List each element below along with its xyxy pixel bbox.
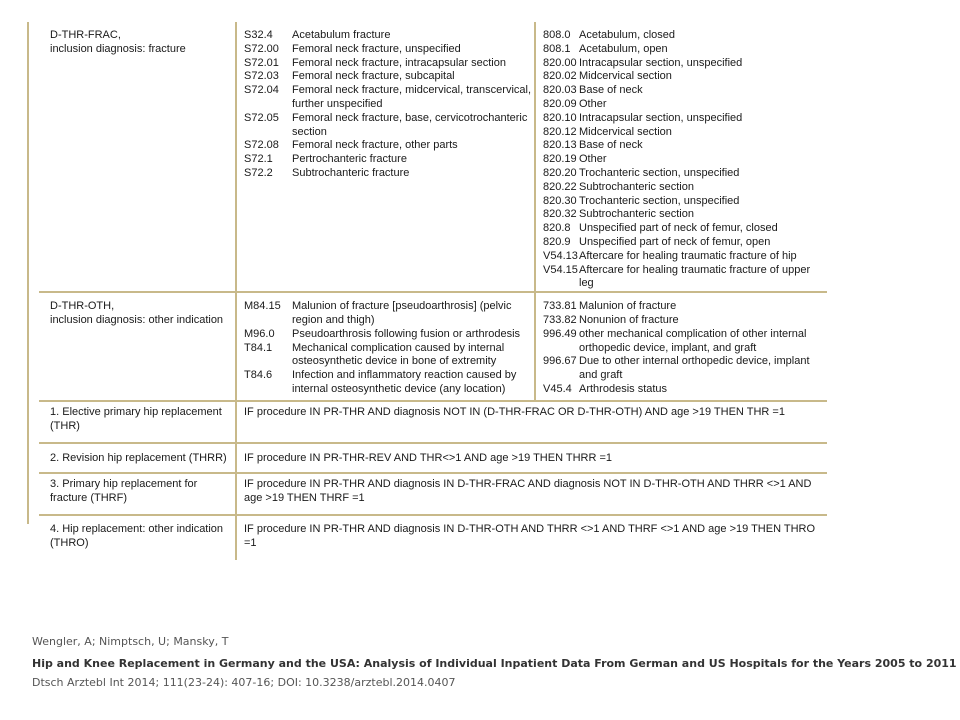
code-value: S72.00 xyxy=(244,42,279,55)
code-description: other mechanical complication of other internal orthopedic device, implant, and graft xyxy=(579,327,807,354)
code-value: 820.32 xyxy=(543,208,577,221)
code-description: Midcervical section xyxy=(579,125,672,138)
code-description: Subtrochanteric section xyxy=(579,180,694,193)
code-description: Intracapsular section, unspecified xyxy=(579,111,743,124)
code-value: 996.49 xyxy=(543,327,577,340)
code-description: Acetabulum, open xyxy=(579,42,668,55)
code-entry xyxy=(543,236,825,250)
code-entry xyxy=(244,43,532,57)
code-entry xyxy=(244,369,532,397)
code-table-panel xyxy=(27,22,830,549)
code-value: V54.15 xyxy=(543,263,578,276)
table-row-d-thr-frac xyxy=(39,22,827,292)
code-entry xyxy=(543,70,825,84)
code-description: Mechanical complication caused by internal osteosynthetic device in bone of extremity xyxy=(292,341,505,368)
code-value: 820.8 xyxy=(543,222,571,235)
rule-text: IF procedure IN PR-THR-REV AND THR<>1 AND age >19 THEN THRR =1 xyxy=(236,443,827,473)
code-entry xyxy=(244,57,532,71)
code-description: Malunion of fracture [pseudoarthrosis] (pelvic region and thigh) xyxy=(292,300,512,326)
code-description: Acetabulum, closed xyxy=(579,29,675,41)
code-value: 820.02 xyxy=(543,70,577,83)
code-entry xyxy=(244,300,532,328)
code-value: 820.19 xyxy=(543,153,577,166)
code-description: Nonunion of fracture xyxy=(579,313,679,326)
code-entry xyxy=(543,29,825,43)
code-value: 808.0 xyxy=(543,29,571,41)
code-value: 820.09 xyxy=(543,97,577,110)
code-entry xyxy=(244,84,532,112)
code-entry xyxy=(244,112,532,140)
code-value: 820.20 xyxy=(543,166,577,179)
code-entry xyxy=(543,181,825,195)
icd10-codes-cell xyxy=(236,22,535,292)
code-entry xyxy=(244,328,532,342)
icd10-codes-cell xyxy=(236,292,535,401)
citation-authors: Wengler, A; Nimptsch, U; Mansky, T xyxy=(32,635,229,648)
code-entry xyxy=(543,264,825,292)
table-row-rule-thrr xyxy=(39,443,827,473)
code-value: 808.1 xyxy=(543,42,571,55)
code-entry xyxy=(543,208,825,222)
code-entry xyxy=(543,139,825,153)
code-value: M96.0 xyxy=(244,327,275,340)
code-value: S72.08 xyxy=(244,139,279,152)
code-value: 996.67 xyxy=(543,355,577,368)
code-description: Unspecified part of neck of femur, closed xyxy=(579,222,778,235)
code-value: S72.05 xyxy=(244,111,279,124)
code-entry xyxy=(543,383,825,397)
code-entry xyxy=(543,328,825,356)
code-description: Pertrochanteric fracture xyxy=(292,153,407,166)
code-entry xyxy=(543,112,825,126)
code-value: 820.9 xyxy=(543,235,571,248)
code-value: T84.1 xyxy=(244,341,273,354)
code-value: 820.13 xyxy=(543,139,577,152)
code-description: Femoral neck fracture, subcapital xyxy=(292,70,455,83)
code-entry xyxy=(543,222,825,236)
code-description: Malunion of fracture xyxy=(579,300,677,313)
icd9-codes-cell xyxy=(535,292,827,401)
code-description: Base of neck xyxy=(579,139,643,152)
code-description: Acetabulum fracture xyxy=(292,29,391,41)
table-row-d-thr-oth xyxy=(39,292,827,401)
row-label-line: D-THR-OTH, xyxy=(50,300,115,313)
code-description: Trochanteric section, unspecified xyxy=(579,194,740,207)
code-entry xyxy=(543,153,825,167)
code-description: Infection and inflammatory reaction caused by internal osteosynthetic device (any location) xyxy=(292,369,517,395)
row-label-cell xyxy=(39,22,236,292)
code-description: Due to other internal orthopedic device, implant and graft xyxy=(579,355,810,382)
code-value: T84.6 xyxy=(244,369,273,382)
code-entry xyxy=(244,167,532,181)
code-value: V54.13 xyxy=(543,249,578,262)
code-value: V45.4 xyxy=(543,382,572,395)
row-label-cell xyxy=(39,292,236,401)
code-description: Subtrochanteric section xyxy=(579,208,694,221)
row-label-line: D-THR-FRAC, xyxy=(50,29,121,41)
table-row-rule-thro xyxy=(39,515,827,560)
rule-text: IF procedure IN PR-THR AND diagnosis IN D-THR-FRAC AND diagnosis NOT IN D-THR-OTH AND THRR <>1 AND age >19 THEN THRF =1 xyxy=(236,473,827,515)
code-value: S72.03 xyxy=(244,70,279,83)
code-entry xyxy=(543,126,825,140)
code-description: Femoral neck fracture, other parts xyxy=(292,139,458,152)
code-value: 820.00 xyxy=(543,56,577,69)
code-description: Pseudoarthrosis following fusion or arthrodesis xyxy=(292,327,521,340)
code-value: 820.22 xyxy=(543,180,577,193)
code-entry xyxy=(244,29,532,43)
code-description: Subtrochanteric fracture xyxy=(292,166,410,179)
rule-label: 1. Elective primary hip replacement (THR) xyxy=(39,401,236,443)
code-entry xyxy=(543,250,825,264)
code-description: Unspecified part of neck of femur, open xyxy=(579,235,771,248)
rule-text: IF procedure IN PR-THR AND diagnosis IN D-THR-OTH AND THRR <>1 AND THRF <>1 AND age >19 THEN THRO =1 xyxy=(236,515,827,560)
code-entry xyxy=(543,43,825,57)
citation-source: Dtsch Arztebl Int 2014; 111(23-24): 407-16; DOI: 10.3238/arztebl.2014.0407 xyxy=(32,676,456,689)
rule-label: 2. Revision hip replacement (THRR) xyxy=(39,443,236,473)
code-description: Trochanteric section, unspecified xyxy=(579,166,740,179)
code-description: Other xyxy=(579,153,607,166)
code-description: Femoral neck fracture, unspecified xyxy=(292,42,461,55)
code-value: S32.4 xyxy=(244,29,273,41)
code-value: S72.04 xyxy=(244,84,279,97)
icd9-codes-cell xyxy=(535,22,827,292)
code-entry xyxy=(543,314,825,328)
code-entry xyxy=(543,195,825,209)
code-entry xyxy=(244,139,532,153)
code-description: Arthrodesis status xyxy=(579,382,668,395)
code-description: Midcervical section xyxy=(579,70,672,83)
code-description: Base of neck xyxy=(579,84,643,97)
code-description: Aftercare for healing traumatic fracture of upper leg xyxy=(579,263,811,290)
rule-text: IF procedure IN PR-THR AND diagnosis NOT IN (D-THR-FRAC OR D-THR-OTH) AND age >19 THEN THR =1 xyxy=(236,401,827,443)
code-entry xyxy=(543,57,825,71)
code-value: 820.03 xyxy=(543,84,577,97)
code-description: Femoral neck fracture, base, cervicotrochanteric section xyxy=(292,111,528,138)
code-description: Femoral neck fracture, intracapsular section xyxy=(292,56,506,69)
hip-replacement-code-table xyxy=(39,22,827,560)
code-value: 820.12 xyxy=(543,125,577,138)
code-entry xyxy=(244,70,532,84)
citation-title: Hip and Knee Replacement in Germany and the USA: Analysis of Individual Inpatient Data From German and US Hospitals for the Years 2005 to 2011 xyxy=(32,657,957,670)
row-label-line: inclusion diagnosis: other indication xyxy=(50,313,224,326)
table-row-rule-thr xyxy=(39,401,827,443)
code-entry xyxy=(244,153,532,167)
code-entry xyxy=(543,355,825,383)
code-entry xyxy=(543,84,825,98)
code-description: Aftercare for healing traumatic fracture of hip xyxy=(579,249,797,262)
code-value: M84.15 xyxy=(244,300,281,313)
code-entry xyxy=(543,300,825,314)
rule-label: 4. Hip replacement: other indication (THRO) xyxy=(50,523,224,549)
code-description: Other xyxy=(579,97,607,110)
code-entry xyxy=(543,98,825,112)
code-value: S72.2 xyxy=(244,166,273,179)
code-description: Intracapsular section, unspecified xyxy=(579,56,743,69)
code-value: S72.01 xyxy=(244,56,279,69)
code-entry xyxy=(543,167,825,181)
code-value: 733.82 xyxy=(543,313,577,326)
code-value: S72.1 xyxy=(244,153,273,166)
code-value: 820.30 xyxy=(543,194,577,207)
code-description: Femoral neck fracture, midcervical, transcervical, further unspecified xyxy=(292,84,532,110)
row-label-line: inclusion diagnosis: fracture xyxy=(50,42,186,55)
code-value: 733.81 xyxy=(543,300,577,313)
code-value: 820.10 xyxy=(543,111,577,124)
rule-label: 3. Primary hip replacement for fracture (THRF) xyxy=(39,473,236,515)
table-row-rule-thrf xyxy=(39,473,827,515)
code-entry xyxy=(244,342,532,370)
